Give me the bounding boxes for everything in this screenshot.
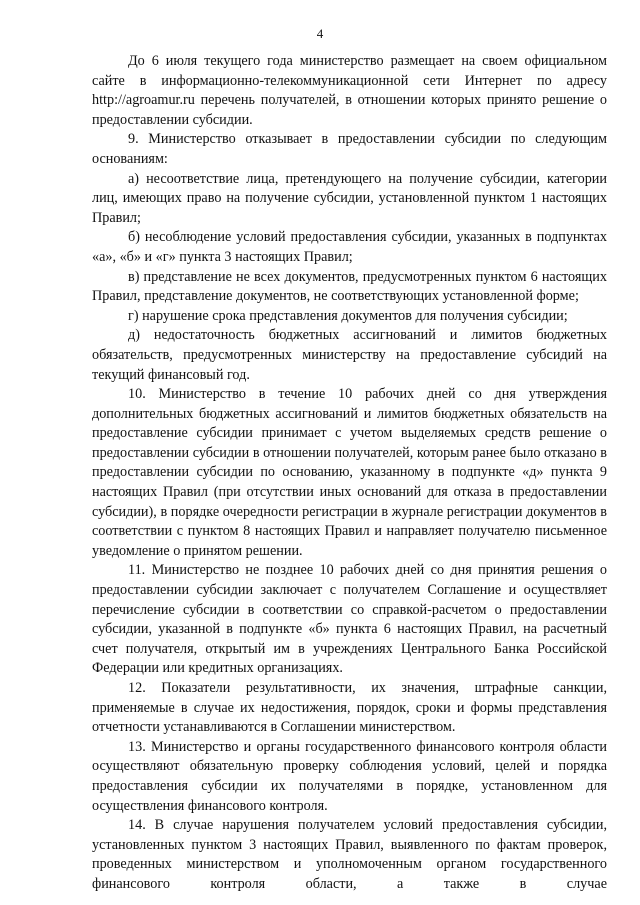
paragraph-11: 11. Министерство не позднее 10 рабочих дней со дня принятия решения о предоставлении субсидии заключает с получателем Соглашение и осуществляет перечисление субсидии в соответствии со справкой-расчетом о предоставлении субсидии, указанной в подпункте «б» пункта 6 настоящих Правил, на расчетный счет получателя, открытый им в учреждениях Центрального Банка Российской Федерации или кредитных организациях.	[92, 562, 607, 677]
document-body	[92, 52, 607, 895]
paragraph-9g: г) нарушение срока представления документов для получения субсидии;	[128, 307, 568, 324]
paragraph-publication-notice: До 6 июля текущего года министерство размещает на своем официальном сайте в информационно-телекоммуникационной сети Интернет по адресу http://agroamur.ru перечень получателей, в отношении которых принято решение о предоставлении субсидии.	[92, 53, 607, 128]
paragraph-9d: д) недостаточность бюджетных ассигнований и лимитов бюджетных обязательств, предусмотренных министерству на предоставление субсидий на текущий финансовый год.	[92, 327, 607, 383]
paragraph-14: 14. В случае нарушения получателем условий предоставления субсидии, установленных пунктом 3 настоящих Правил, выявленного по фактам проверок, проведенных министерством и уполномоченным органом государственного финансового контроля области, а также в случае	[92, 817, 607, 892]
paragraph-12: 12. Показатели результативности, их значения, штрафные санкции, применяемые в случае их недостижения, порядок, сроки и формы представления отчетности устанавливаются в Соглашении министерством.	[92, 680, 607, 736]
paragraph-9-refusal-grounds: 9. Министерство отказывает в предоставлении субсидии по следующим основаниям:	[92, 131, 607, 167]
paragraph-9b: б) несоблюдение условий предоставления субсидии, указанных в подпунктах «а», «б» и «г» пункта 3 настоящих Правил;	[92, 229, 607, 265]
page-number: 4	[316, 26, 324, 41]
paragraph-9v: в) представление не всех документов, предусмотренных пунктом 6 настоящих Правил, представление документов, не соответствующих установленной форме;	[92, 268, 607, 305]
paragraph-13: 13. Министерство и органы государственного финансового контроля области осуществляют обязательную проверку соблюдения условий, целей и порядка предоставления субсидии их получателями в порядке, установленном для осуществления финансового контроля.	[92, 738, 607, 814]
paragraph-9a: а) несоответствие лица, претендующего на получение субсидии, категории лиц, имеющих право на получение субсидии, установленной пунктом 1 настоящих Правил;	[92, 170, 607, 226]
paragraph-10: 10. Министерство в течение 10 рабочих дней со дня утверждения дополнительных бюджетных ассигнований и лимитов бюджетных обязательств на предоставление субсидии принимает с учетом выделяемых средств решение о предоставлении субсидии в отношении получателей, которым ранее было отказано в предоставлении субсидии по основанию, указанному в подпункте «д» пункта 9 настоящих Правил (при отсутствии иных оснований для отказа в предоставлении субсидии), в порядке очередности регистрации в журнале регистрации документов в соответствии с пунктом 8 настоящих Правил и направляет получателю письменное уведомление о принятом решении.	[92, 386, 607, 559]
